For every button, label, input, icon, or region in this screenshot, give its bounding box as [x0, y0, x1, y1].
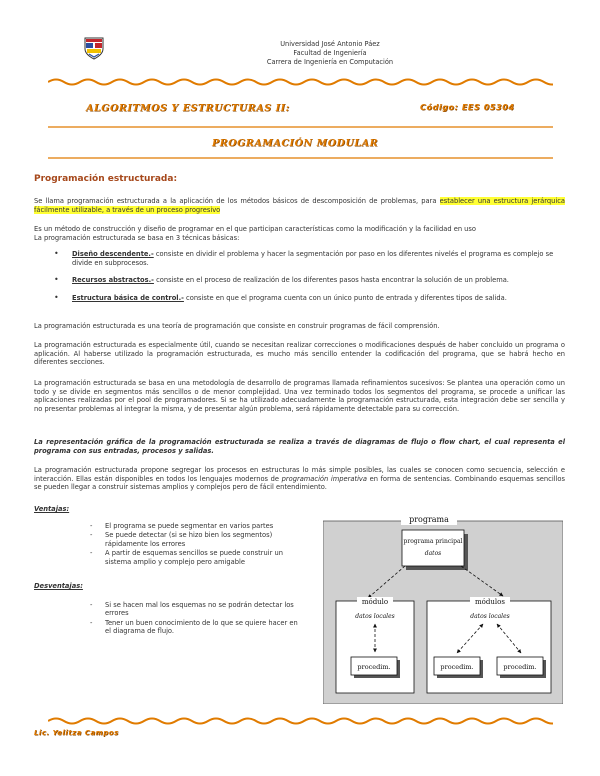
- disadvantages-list: [90, 601, 305, 637]
- university-header: [210, 40, 450, 67]
- p7-emphasis: programación imperativa: [281, 474, 367, 483]
- paragraph-7: [34, 466, 565, 492]
- technique-text: consiste en el proceso de realización de los diferentes pasos hasta encontrar la solución de un problema.: [153, 276, 509, 285]
- course-code: Código: EES 05304: [420, 103, 515, 112]
- module-label: módulo: [361, 598, 389, 606]
- techniques-list: [50, 250, 565, 311]
- technique-term: Estructura básica de control.-: [72, 293, 184, 302]
- decorative-line: [48, 122, 553, 132]
- paragraph-5: La programación estructurada se basa en una metodología de desarrollo de programas llamada refinamientos sucesivos: Se plantea una operación como un todo y se divide en segmentos más sencillos o de menor complejidad. Una vez terminado todos los segmentos del programa, se procede a unificar las aplicaciones realizadas por el pool de programadores. Si se ha utilizado adecuadamente la programación estructurada, esta integración debe ser sencilla y no presentar problemas al integrar la misma, y de presentar algún problema, será rápidamente detectable para su corrección.: [34, 379, 565, 413]
- university-crest-logo: [82, 36, 106, 60]
- decorative-wave-top: [48, 77, 553, 87]
- modular-program-diagram: [323, 512, 563, 704]
- list-item: - Se puede detectar (si se hizo bien los segmentos) rápidamente los errores: [90, 531, 305, 548]
- technique-text: consiste en dividir el problema y hacer la segmentación por paso en los diferentes nivelés el programa es complejo se divide en subprocesos.: [72, 250, 554, 267]
- disadvantages-title: Desventajas:: [34, 582, 83, 590]
- p7-text-b: en forma de sentencias. Combinando esquemas sencillos se pueden llegar a construir sistemas amplios y complejos pero de fácil entendimiento.: [34, 474, 565, 492]
- advantages-list: [90, 522, 305, 567]
- main-data-label: datos: [424, 550, 442, 557]
- paragraph-3: La programación estructurada es una teoría de programación que consiste en construir programas de fácil comprensión.: [34, 322, 440, 330]
- university-name: Universidad José Antonio Páez: [280, 40, 380, 48]
- method-line-2: La programación estructurada se basa en 3 técnicas básicas:: [34, 233, 240, 242]
- decorative-wave-bottom: [48, 716, 553, 726]
- procedure-label-3: procedim.: [503, 663, 537, 671]
- intro-paragraph: [34, 197, 565, 214]
- advantages-title: Ventajas:: [34, 505, 70, 513]
- course-title: ALGORITMOS Y ESTRUCTURAS II:: [86, 103, 290, 114]
- section-title: Programación estructurada:: [34, 174, 178, 184]
- main-program-box: [402, 530, 464, 566]
- list-item: [50, 276, 565, 285]
- module-local-data: datos locales: [355, 613, 395, 620]
- intro-text: Se llama programación estructurada a la aplicación de los métodos básicos de descomposición de problemas, para: [34, 197, 440, 205]
- list-item: [50, 294, 565, 303]
- method-line-1: Es un método de construcción y diseño de programar en el que participan características como la modificación y la facilidad en uso: [34, 225, 476, 233]
- technique-text: consiste en que el programa cuenta con un único punto de entrada y diferentes tipos de salida.: [183, 293, 507, 302]
- list-item: - El programa se puede segmentar en varios partes: [90, 522, 305, 530]
- p7-text-a: La programación estructurada propone segregar los procesos en estructuras lo más simple posibles, las cuales se conocen como secuencia, selección e interacción. Ellas están disponibles en todos los lenguajes modernos de: [34, 466, 565, 483]
- technique-term: Recursos abstractos.-: [72, 276, 154, 285]
- method-paragraph: [34, 225, 565, 242]
- intro-highlight: establecer una estructura jerárquica fácilmente utilizable, a través de un proceso progresivo: [34, 197, 565, 214]
- list-item: - Si se hacen mal los esquemas no se podrán detectar los errores: [90, 601, 305, 618]
- list-item: - Tener un buen conocimiento de lo que se quiere hacer en el diagrama de flujo.: [90, 619, 305, 636]
- modules-local-data: datos locales: [470, 613, 510, 620]
- list-item: [50, 250, 565, 267]
- career-name: Carrera de Ingeniería en Computación: [266, 58, 394, 66]
- list-item: - A partir de esquemas sencillos se puede construir un sistema amplio y complejo pero amigable: [90, 549, 305, 566]
- footer-author: Lic. Yelitza Campos: [34, 729, 119, 737]
- procedure-label-1: procedim.: [357, 663, 391, 671]
- faculty-name: Facultad de Ingeniería: [293, 49, 367, 57]
- topic-banner: PROGRAMACIÓN MODULAR: [212, 138, 379, 149]
- paragraph-6: La representación gráfica de la programación estructurada se realiza a través de diagramas de flujo o flow chart, el cual representa el programa con sus entradas, procesos y salidas.: [34, 438, 565, 455]
- procedure-label-2: procedim.: [440, 663, 474, 671]
- technique-term: Diseño descendente.-: [72, 250, 154, 258]
- decorative-line-2: [48, 153, 553, 163]
- modules-label: módulos: [475, 598, 505, 606]
- paragraph-4: La programación estructurada es especialmente útil, cuando se necesitan realizar correcciones o modificaciones después de haber concluido un programa o aplicación. Al haberse utilizado la programación estructurada, es mucho más sencillo entender la codificación del programa, que se habrá hecho en diferentes secciones.: [34, 341, 565, 367]
- program-label: programa: [409, 515, 449, 524]
- main-program-label: programa principal: [403, 538, 463, 545]
